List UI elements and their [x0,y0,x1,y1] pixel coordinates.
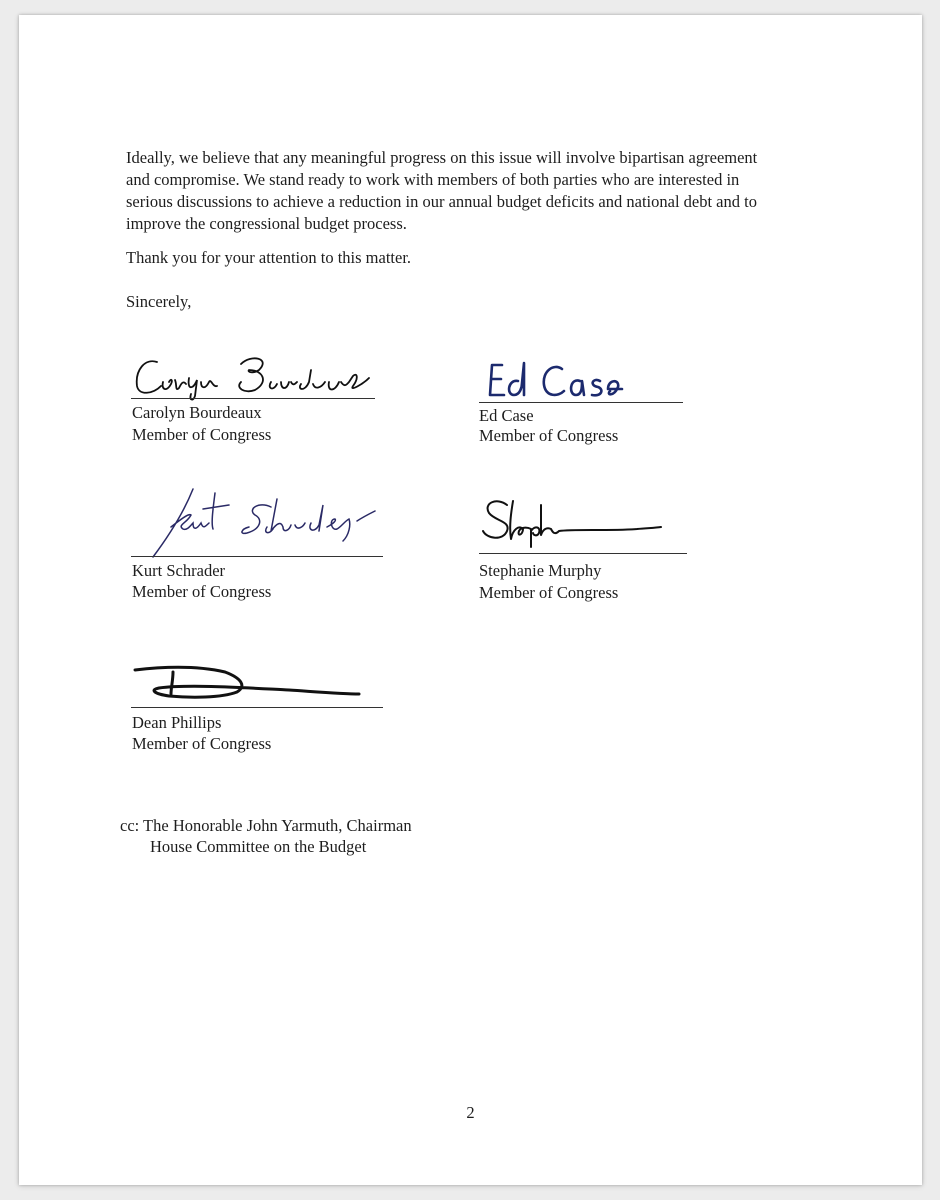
signatory-name: Stephanie Murphy [479,561,602,580]
signature-carolyn-bourdeaux [131,348,381,403]
signatory-title: Member of Congress [479,583,619,602]
signature-line [131,556,383,557]
signature-kurt-schrader [131,483,391,563]
signature-line [479,402,683,403]
paragraph-line: Ideally, we believe that any meaningful progress on this issue will involve bipartisan agreement [126,148,758,167]
signatory-name: Ed Case [479,406,534,425]
closing-line: Sincerely, [126,292,192,311]
signatory-title: Member of Congress [132,734,272,753]
signatory-name: Dean Phillips [132,713,222,732]
cc-line-committee: House Committee on the Budget [150,837,367,856]
signature-line [479,553,687,554]
paragraph-line: and compromise. We stand ready to work with members of both parties who are interested in [126,170,740,189]
signature-ed-case [484,357,644,407]
signatory-name: Carolyn Bourdeaux [132,403,262,422]
paragraph-line: improve the congressional budget process. [126,214,407,233]
signatory-title: Member of Congress [132,582,272,601]
signatory-title: Member of Congress [479,426,619,445]
paragraph-line: serious discussions to achieve a reduction in our annual budget deficits and national debt and to [126,192,757,211]
signatory-name: Kurt Schrader [132,561,226,580]
page-number: 2 [466,1103,475,1122]
letter-page [19,15,922,1185]
thanks-line: Thank you for your attention to this matter. [126,248,412,267]
signatory-title: Member of Congress [132,425,272,444]
body-paragraph [126,147,826,235]
signature-stephanie-murphy [477,491,667,553]
signature-line [131,398,375,399]
signature-dean-phillips [129,660,369,710]
signature-line [131,707,383,708]
cc-line: cc: The Honorable John Yarmuth, Chairman [120,816,412,835]
